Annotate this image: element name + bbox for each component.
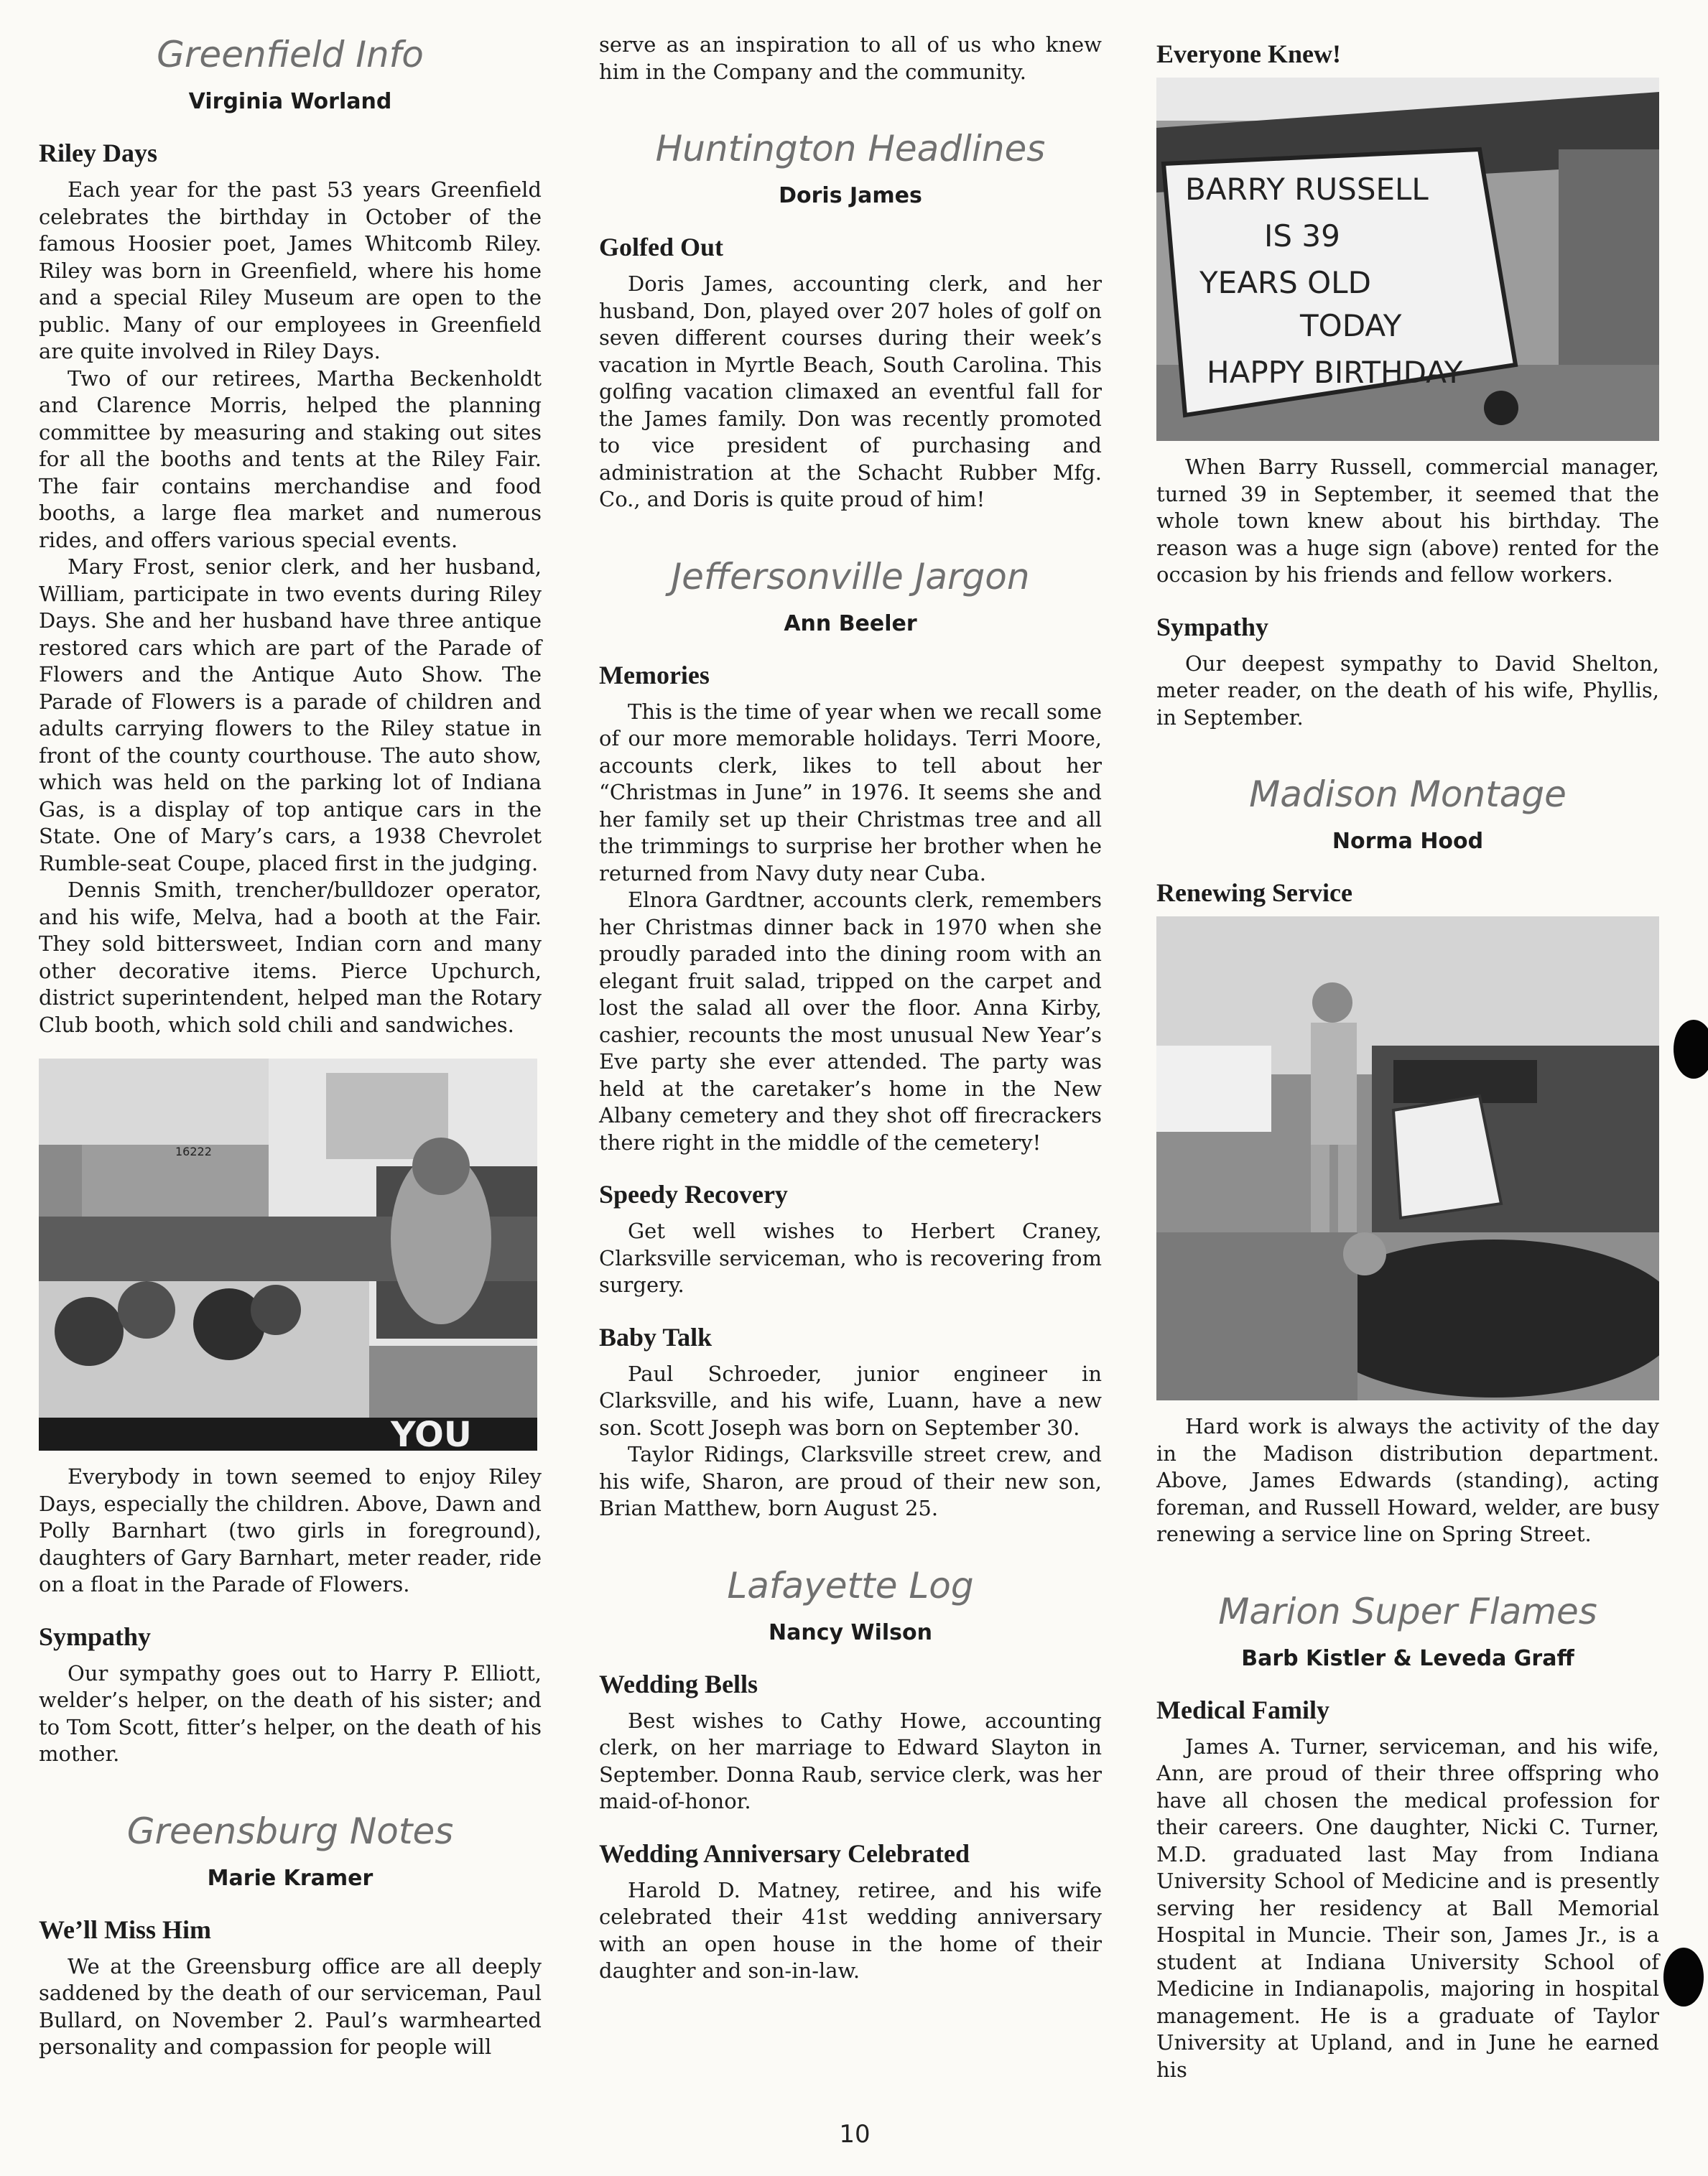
sign-text-line-2: IS 39 [1264, 218, 1340, 254]
float-sign-text: YOU [391, 1415, 472, 1451]
paragraph-medical-family: James A. Turner, serviceman, and his wife, Ann, are proud of their three offspring who have all chosen the medical profession for their careers. One daughter, Nicki C. Turner, M.D. graduated last May from Indiana University School of Medicine and is presently serving her residency at Ball Memorial Hospital in Muncie. Their son, James Jr., is a student at Indiana University School of Medicine in Indianapolis, majoring in hospital management. He is a graduate of Taylor University at Upland, and in June he earned his [1156, 1734, 1659, 2082]
paragraph-memories-2: Elnora Gardtner, accounts clerk, remembers her Christmas dinner back in 1970 when she proudly paraded into the dining room with an elegant fruit salad, tripped on the carpet and lost the salad all over the floor. Anna Kirby, cashier, recounts the most unusual New Year’s Eve party she ever attended. The party was held at the caretaker’s home in the New Albany cemetery and they shot off firecrackers there right in the middle of the cemetery! [599, 888, 1102, 1155]
heading-riley-days: Riley Days [39, 139, 157, 167]
heading-sympathy-2: Sympathy [1156, 612, 1269, 641]
paragraph-baby-talk-2: Taylor Ridings, Clarksville street crew, and his wife, Sharon, are proud of their new son, Brian Matthew, born August 25. [599, 1442, 1102, 1520]
sign-text-line-1: BARRY RUSSELL [1185, 172, 1429, 207]
sign-text-line-5: HAPPY BIRTHDAY [1207, 355, 1463, 390]
float-plate-text: 16222 [175, 1145, 212, 1158]
photo-service-work [1156, 916, 1659, 1400]
byline-greenfield: Virginia Worland [188, 89, 392, 114]
paragraph-anniversary: Harold D. Matney, retiree, and his wife celebrated their 41st wedding anniversary with an open house in the home of their daughter and son-in-law. [599, 1877, 1102, 1983]
paragraph-continued: serve as an inspiration to all of us who knew him in the Company and the community. [599, 32, 1102, 84]
sign-text-line-3: YEARS OLD [1199, 265, 1371, 300]
heading-golfed-out: Golfed Out [599, 233, 724, 261]
section-title-lafayette: Lafayette Log [727, 1564, 974, 1607]
heading-medical-family: Medical Family [1156, 1695, 1329, 1724]
byline-madison: Norma Hood [1332, 829, 1484, 854]
page-number: 10 [839, 2120, 871, 2149]
binder-hole-bottom [1663, 1948, 1704, 2007]
paragraph-golfed-out: Doris James, accounting clerk, and her husband, Don, played over 207 holes of golf on seven different courses during their week’s vacation in Myrtle Beach, South Carolina. This golfing vacation climaxed an eventful fall for the James family. Don was recently promoted to vice president of purchasing and administration at the Schacht Rubber Mfg. Co., and Doris is quite proud of him! [599, 271, 1102, 511]
caption-service-work: Hard work is always the activity of the day in the Madison distribution department. Above, James Edwards (standing), acting foreman, and Russell Howard, welder, are busy renewing a service line on Spring Street. [1156, 1414, 1659, 1546]
caption-birthday-sign: When Barry Russell, commercial manager, turned 39 in September, it seemed that the whole town knew about his birthday. The reason was a huge sign (above) rented for the occasion by his friends and fellow workers. [1156, 455, 1659, 587]
paragraph-riley-3: Mary Frost, senior clerk, and her husband, William, participate in two events during Riley Days. She and her husband have three antique restored cars which are part of the Parade of Flowers and the Antique Auto Show. The Parade of Flowers is a parade of children and adults carrying flowers to the Riley statue in front of the county courthouse. The auto show, which was held on the parking lot of Indiana Gas, is a display of top antique cars in the State. One of Mary’s cars, a 1938 Chevrolet Rumble-seat Coupe, placed first in the judging. [39, 554, 542, 875]
section-title-greenfield: Greenfield Info [157, 34, 424, 75]
photo-birthday-sign [1156, 78, 1659, 441]
section-title-greensburg: Greensburg Notes [126, 1810, 454, 1852]
byline-greensburg: Marie Kramer [207, 1865, 373, 1891]
heading-anniversary: Wedding Anniversary Celebrated [599, 1838, 970, 1868]
section-title-madison: Madison Montage [1249, 773, 1567, 815]
heading-memories: Memories [599, 660, 710, 689]
heading-sympathy-1: Sympathy [39, 1622, 152, 1651]
sign-text-line-4: TODAY [1300, 308, 1402, 343]
paragraph-sympathy-1: Our sympathy goes out to Harry P. Elliott, welder’s helper, on the death of his sister; and to Tom Scott, fitter’s helper, on the death of his mother. [39, 1660, 542, 1766]
caption-parade-float: Everybody in town seemed to enjoy Riley Days, especially the children. Above, Dawn and Polly Barnhart (two girls in foreground), daughters of Gary Barnhart, meter reader, ride on a float in the Parade of Flowers. [39, 1464, 542, 1596]
paragraph-riley-1: Each year for the past 53 years Greenfield celebrates the birthday in October of the famous Hoosier poet, James Whitcomb Riley. Riley was born in Greenfield, where his home and a special Riley Museum are open to the public. Many of our employees in Greenfield are quite involved in Riley Days. [39, 177, 542, 363]
paragraph-miss-him: We at the Greensburg office are all deeply saddened by the death of our serviceman, Paul Bullard, on November 2. Paul’s warmhearted personality and compassion for people will [39, 1953, 542, 2059]
byline-huntington: Doris James [779, 183, 922, 208]
column-1 [39, 32, 542, 2061]
section-title-marion: Marion Super Flames [1218, 1590, 1597, 1632]
column-2 [599, 32, 1102, 1985]
heading-wedding-bells: Wedding Bells [599, 1669, 758, 1698]
heading-miss-him: We’ll Miss Him [39, 1915, 211, 1944]
paragraph-riley-4: Dennis Smith, trencher/bulldozer operator, and his wife, Melva, had a booth at the Fair. They sold bittersweet, Indian corn and many other decorative items. Pierce Upchurch, district superintendent, helped man the Rotary Club booth, which sold chili and sandwiches. [39, 878, 542, 1037]
column-3 [1156, 32, 1659, 2083]
heading-baby-talk: Baby Talk [599, 1322, 713, 1352]
heading-speedy-recovery: Speedy Recovery [599, 1180, 788, 1209]
paragraph-speedy-recovery: Get well wishes to Herbert Craney, Clarksville serviceman, who is recovering from surgery. [599, 1219, 1102, 1297]
byline-jeffersonville: Ann Beeler [784, 610, 917, 636]
section-title-huntington: Huntington Headlines [655, 128, 1046, 169]
heading-everyone-knew: Everyone Knew! [1156, 39, 1341, 68]
paragraph-wedding-bells: Best wishes to Cathy Howe, accounting clerk, on her marriage to Edward Slayton in September. Donna Raub, service clerk, was her maid-of-honor. [599, 1708, 1102, 1813]
paragraph-riley-2: Two of our retirees, Martha Beckenholdt and Clarence Morris, helped the planning committee by measuring and staking out sites for all the booths and tents at the Riley Fair. The fair contains merchandise and food booths, a large flea market and numerous rides, and offers various special events. [39, 366, 542, 552]
paragraph-memories-1: This is the time of year when we recall some of our more memorable holidays. Terri Moore, accounts clerk, likes to tell about her “Christmas in June” in 1976. It seems she and her family set up their Christmas tree and all the trimmings to surprise her brother when he returned from Navy duty near Cuba. [599, 699, 1102, 885]
photo-parade-float [39, 1059, 537, 1451]
byline-lafayette: Nancy Wilson [769, 1619, 932, 1645]
paragraph-sympathy-2: Our deepest sympathy to David Shelton, meter reader, on the death of his wife, Phyllis, in September. [1156, 651, 1659, 730]
byline-marion: Barb Kistler & Leveda Graff [1241, 1645, 1574, 1671]
section-title-jeffersonville: Jeffersonville Jargon [671, 555, 1030, 598]
binder-hole-top [1674, 1020, 1708, 1079]
heading-renewing-service: Renewing Service [1156, 878, 1352, 907]
paragraph-baby-talk-1: Paul Schroeder, junior engineer in Clarksville, and his wife, Luann, have a new son. Scott Joseph was born on September 30. [599, 1361, 1102, 1440]
